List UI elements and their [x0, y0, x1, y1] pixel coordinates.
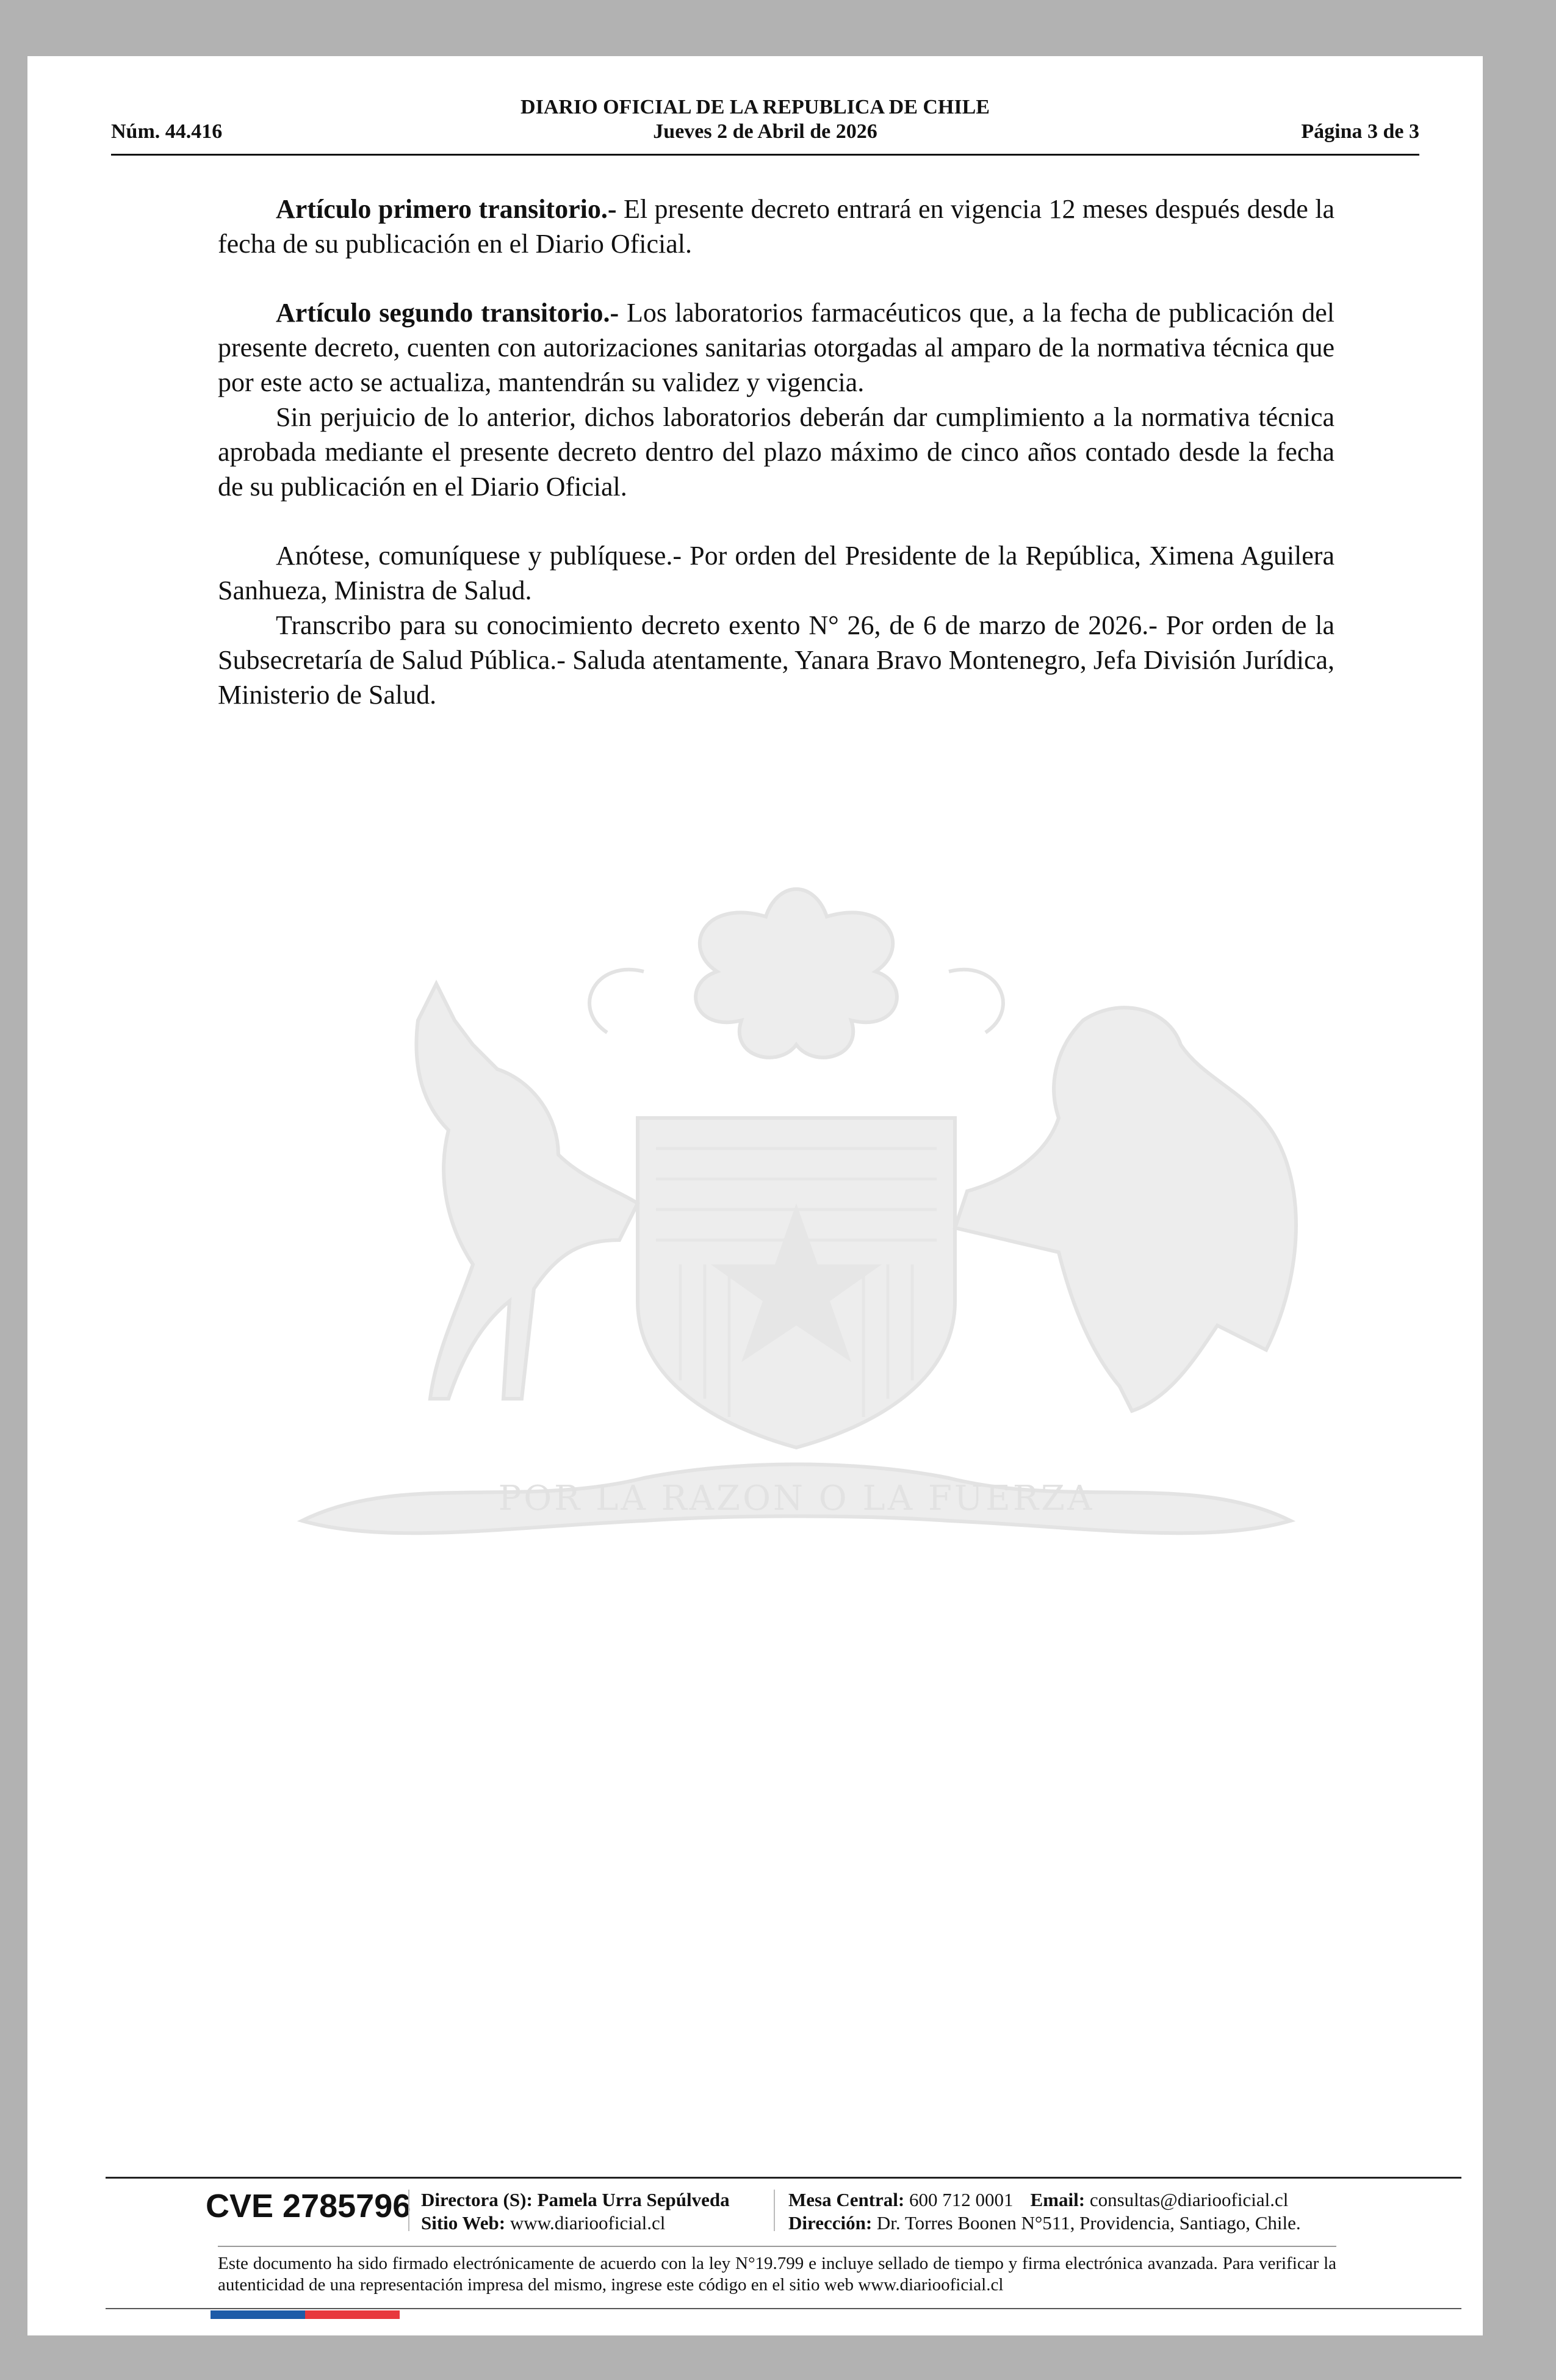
director-line	[421, 2188, 730, 2212]
plume-icon	[696, 889, 897, 1058]
footer-divider-bottom	[106, 2308, 1461, 2309]
footer-separator	[774, 2190, 775, 2231]
flag-stripe-blue	[211, 2310, 305, 2319]
page-indicator: Página 3 de 3	[1301, 120, 1419, 143]
header-divider	[111, 154, 1419, 156]
article-second-continuation: Sin perjuicio de lo anterior, dichos laboratorios deberán dar cumplimiento a la normativa técnica aprobada mediante el presente decreto dentro del plazo máximo de cinco años contado desde la fecha de su publicación en el Diario Oficial.	[218, 402, 1334, 502]
newspaper-title: DIARIO OFICIAL DE LA REPUBLICA DE CHILE	[520, 96, 990, 118]
huemul-icon	[416, 984, 638, 1399]
cve-code: CVE 2785796	[206, 2188, 411, 2224]
decree-body	[218, 192, 1334, 712]
article-first-transitory	[218, 192, 1334, 261]
address-value: Dr. Torres Boonen N°511, Providencia, Santiago, Chile.	[876, 2212, 1301, 2234]
website-link[interactable]: www.diariooficial.cl	[510, 2212, 666, 2234]
condor-icon	[955, 1008, 1296, 1411]
issue-date: Jueves 2 de Abril de 2026	[653, 120, 877, 143]
contact-line	[788, 2188, 1301, 2212]
coat-of-arms-watermark	[217, 862, 1376, 1716]
flag-stripe-red	[305, 2310, 400, 2319]
director-name: Pamela Urra Sepúlveda	[537, 2189, 730, 2210]
website-line	[421, 2212, 730, 2235]
footer-divider-top	[106, 2177, 1461, 2179]
article-second-title: Artículo segundo transitorio.-	[276, 298, 619, 328]
phone-label: Mesa Central:	[788, 2189, 905, 2210]
director-label: Directora (S):	[421, 2189, 533, 2210]
motto-text: POR LA RAZON O LA FUERZA	[498, 1479, 1095, 1518]
address-label: Dirección:	[788, 2212, 873, 2234]
footer-separator	[408, 2190, 409, 2231]
email-label: Email:	[1030, 2189, 1086, 2210]
transcription-paragraph: Transcribo para su conocimiento decreto exento N° 26, de 6 de marzo de 2026.- Por orden de la Subsecretaría de Salud Pública.- Saluda atentamente, Yanara Bravo Montenegro, Jefa División Jurídica, Ministerio de Salud.	[218, 610, 1334, 710]
article-first-title: Artículo primero transitorio.-	[276, 194, 617, 224]
document-page	[27, 56, 1483, 2335]
issue-number: Núm. 44.416	[111, 120, 223, 143]
footer-contact-block	[788, 2188, 1301, 2235]
phone-value: 600 712 0001	[909, 2189, 1014, 2210]
article-second-text: Los laboratorios farmacéuticos que, a la fecha de publicación del presente decreto, cuenten con autorizaciones sanitarias otorgadas al amparo de la normativa técnica que por este acto se actualiza, mantendrán su validez y vigencia.	[218, 298, 1335, 397]
article-first-text: El presente decreto entrará en vigencia 12 meses después desde la fecha de su publicación en el Diario Oficial.	[218, 194, 1334, 259]
footer-divider-middle	[218, 2246, 1336, 2247]
footer-director-block	[421, 2188, 730, 2235]
article-second-transitory	[218, 295, 1334, 400]
closing-paragraph: Anótese, comuníquese y publíquese.- Por orden del Presidente de la República, Ximena Aguilera Sanhueza, Ministra de Salud.	[218, 541, 1334, 605]
address-line	[788, 2212, 1301, 2235]
signature-disclaimer: Este documento ha sido firmado electrónicamente de acuerdo con la ley N°19.799 e incluye sellado de tiempo y firma electrónica avanzada. Para verificar la autenticidad de una representación impresa del mismo, ingrese este código en el sitio web www.diariooficial.cl	[218, 2254, 1336, 2295]
email-link[interactable]: consultas@diariooficial.cl	[1089, 2189, 1289, 2210]
website-label: Sitio Web:	[421, 2212, 506, 2234]
